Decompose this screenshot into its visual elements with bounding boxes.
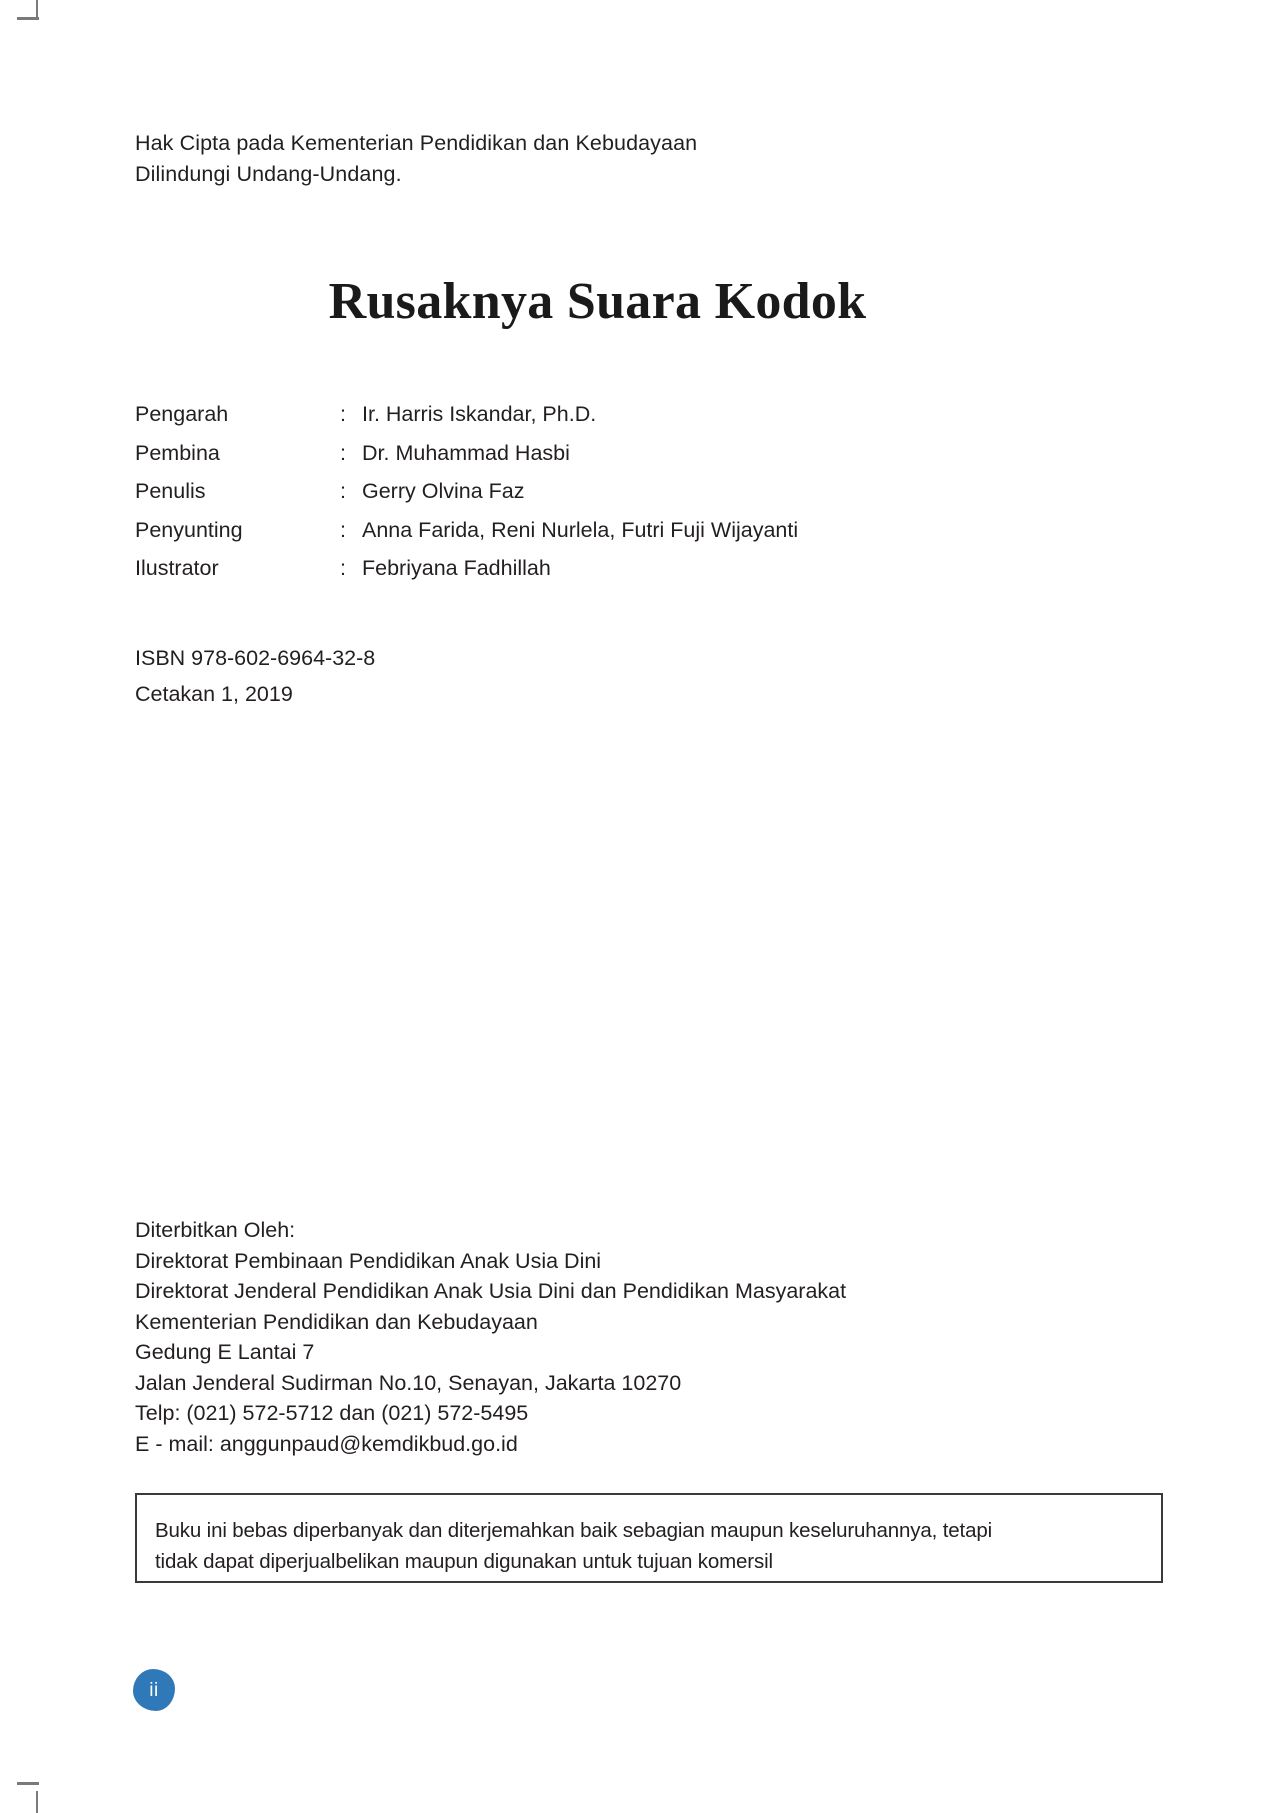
isbn-number: ISBN 978-602-6964-32-8 [135, 646, 376, 670]
credits-separator: : [340, 479, 346, 503]
credits-row-penulis [135, 472, 798, 511]
credits-value: Febriyana Fadhillah [362, 556, 551, 580]
publisher-block [135, 1215, 846, 1459]
credits-role-label: Pembina [135, 440, 220, 465]
publisher-email: E - mail: anggunpaud@kemdikbud.go.id [135, 1431, 518, 1456]
credits-separator: : [340, 517, 346, 542]
copyright-line-2: Dilindungi Undang-Undang. [135, 162, 402, 186]
credits-value: Dr. Muhammad Hasbi [362, 440, 570, 465]
publisher-line-3: Direktorat Jenderal Pendidikan Anak Usia Dini dan Pendidikan Masyarakat [135, 1279, 847, 1303]
credits-role-label: Ilustrator [135, 556, 219, 580]
print-edition: Cetakan 1, 2019 [135, 682, 293, 706]
reproduction-notice-box [135, 1493, 1163, 1583]
notice-line-2: tidak dapat diperjualbelikan maupun digunakan untuk tujuan komersil [155, 1550, 773, 1573]
credits-role-label: Penulis [135, 479, 206, 503]
notice-line-1: Buku ini bebas diperbanyak dan diterjemahkan baik sebagian maupun keseluruhannya, tetapi [155, 1519, 992, 1542]
page-number-label: ii [149, 1679, 159, 1701]
credits-list [135, 395, 798, 588]
publisher-phone: Telp: (021) 572-5712 dan (021) 572-5495 [135, 1401, 529, 1425]
credits-separator: : [340, 402, 346, 426]
credits-row-pengarah [135, 395, 798, 434]
publisher-line-2: Direktorat Pembinaan Pendidikan Anak Usia Dini [135, 1248, 602, 1273]
publisher-address: Jalan Jenderal Sudirman No.10, Senayan, Jakarta 10270 [135, 1370, 682, 1395]
credits-role-label: Penyunting [135, 517, 243, 542]
publisher-heading: Diterbitkan Oleh: [135, 1218, 296, 1242]
credits-value: Ir. Harris Iskandar, Ph.D. [362, 402, 597, 426]
credits-separator: : [340, 556, 346, 580]
publisher-building: Gedung E Lantai 7 [135, 1340, 315, 1364]
credits-row-ilustrator [135, 549, 798, 588]
copyright-block [135, 128, 697, 190]
credits-role-label: Pengarah [135, 402, 229, 426]
credits-separator: : [340, 440, 346, 465]
page-number-badge [133, 1669, 175, 1711]
isbn-block [135, 640, 375, 712]
copyright-line-1: Hak Cipta pada Kementerian Pendidikan dan Kebudayaan [135, 131, 698, 155]
credits-value: Anna Farida, Reni Nurlela, Futri Fuji Wijayanti [362, 517, 799, 542]
credits-value: Gerry Olvina Faz [362, 479, 525, 503]
credits-row-pembina [135, 434, 798, 473]
credits-row-penyunting [135, 511, 798, 550]
publisher-line-4: Kementerian Pendidikan dan Kebudayaan [135, 1309, 538, 1334]
page-title: Rusaknya Suara Kodok [328, 273, 867, 330]
